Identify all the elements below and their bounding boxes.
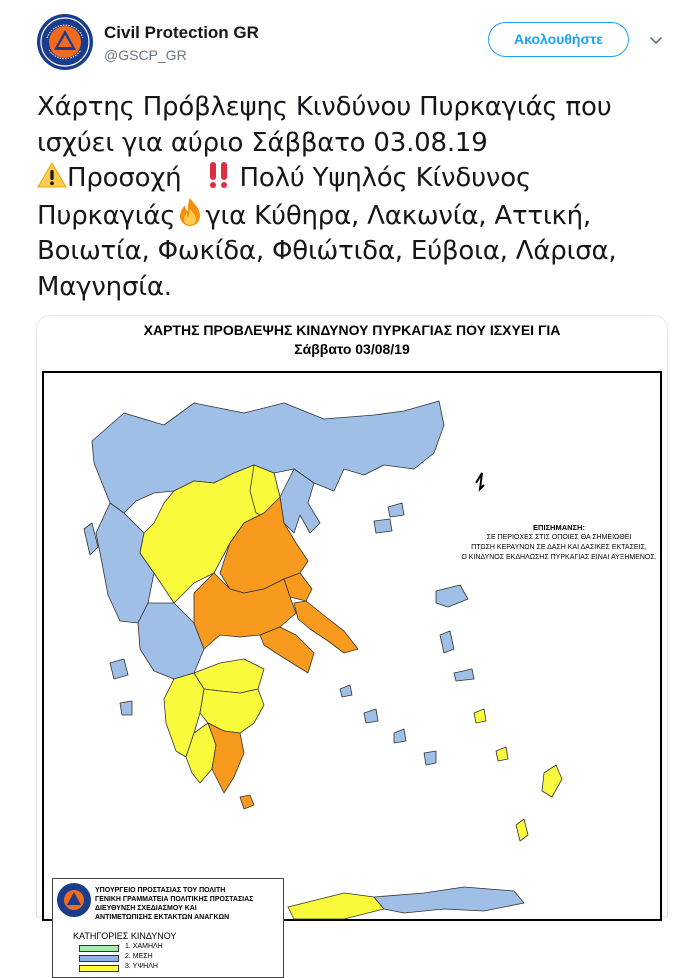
legend-label-low: 1. ΧΑΜΗΛΗ	[125, 943, 163, 950]
tweet-header	[37, 14, 667, 74]
region-crete-west	[288, 893, 384, 919]
fire-icon	[175, 197, 205, 227]
tweet-text	[37, 90, 672, 305]
note-line: Ο ΚΙΝΔΥΝΟΣ ΕΚΔΗΛΩΣΗΣ ΠΥΡΚΑΓΙΑΣ ΕΙΝΑΙ ΑΥΞΗΜΕΝΟΣ.	[461, 554, 657, 561]
note-title: ΕΠΙΣΗΜΑΝΣΗ:	[533, 523, 585, 532]
tweet-text-segment: Μαγνησία.	[37, 271, 172, 302]
legend-label-high: 3. ΥΨΗΛΗ	[125, 963, 158, 970]
civil-protection-logo-icon	[57, 883, 91, 917]
tweet-media-image[interactable]	[36, 315, 668, 970]
region-corinthia-achaia	[194, 659, 264, 693]
account-handle[interactable]: @GSCP_GR	[104, 47, 187, 63]
legend-org-line: ΔΙΕΥΘΥΝΣΗ ΣΧΕΔΙΑΣΜΟΥ ΚΑΙ	[95, 905, 197, 912]
region-attica	[260, 627, 314, 673]
region-thasos	[388, 503, 404, 517]
follow-button[interactable]: Ακολουθήστε	[488, 22, 629, 57]
legend-label-medium: 2. ΜΕΣΗ	[125, 953, 153, 960]
region-cyclades-1	[340, 685, 352, 697]
region-lemnos	[374, 519, 392, 533]
civil-protection-logo-icon	[37, 14, 93, 70]
legend-organization	[95, 886, 253, 922]
lightning-icon	[476, 473, 484, 489]
region-samos	[454, 669, 474, 681]
note-line: ΣΕ ΠΕΡΙΟΧΕΣ ΣΤΙΣ ΟΠΟΙΕΣ ΘΑ ΣΗΜΕΙΩΘΕΙ	[486, 534, 632, 541]
tweet-line	[37, 270, 672, 306]
chevron-down-icon[interactable]	[649, 34, 663, 48]
tweet-text-segment: ισχύει για αύριο Σάββατο 03.08.19	[37, 127, 488, 158]
legend-swatch-medium	[79, 955, 119, 962]
avatar[interactable]	[37, 14, 93, 70]
legend-logo	[57, 883, 91, 917]
tweet-text-segment: για Κύθηρα, Λακωνία, Αττική,	[205, 200, 591, 231]
greece-map-graphic	[44, 373, 660, 919]
region-kythira	[240, 795, 254, 809]
legend-org-line: ΥΠΟΥΡΓΕΙΟ ΠΡΟΣΤΑΣΙΑΣ ΤΟΥ ΠΟΛΙΤΗ	[95, 887, 226, 894]
tweet-text-segment: Βοιωτία, Φωκίδα, Φθιώτιδα, Εύβοια, Λάρισα,	[37, 236, 617, 266]
region-zakynthos	[120, 701, 132, 715]
tweet-text-segment: Χάρτης Πρόβλεψης Κινδύνου Πυρκαγιάς που	[37, 92, 612, 122]
double-exclamation-icon	[204, 161, 234, 189]
region-epirus	[96, 503, 154, 623]
region-lesvos	[436, 585, 468, 607]
tweet-text-segment: Πολύ Υψηλός Κίνδυνος	[239, 163, 532, 193]
tweet-line	[37, 234, 672, 270]
legend-swatch-high	[79, 965, 119, 972]
note-line: ΠΤΩΣΗ ΚΕΡΑΥΝΩΝ ΣΕ ΔΑΣΗ ΚΑΙ ΔΑΣΙΚΕΣ ΕΚΤΑΣΕΙΣ,	[471, 544, 647, 551]
map-title-line: ΧΑΡΤΗΣ ΠΡΟΒΛΕΨΗΣ ΚΙΝΔΥΝΟΥ ΠΥΡΚΑΓΙΑΣ ΠΟΥ ΙΣΧΥΕΙ ΓΙΑ	[143, 322, 561, 338]
region-dodecanese-1	[474, 709, 486, 723]
region-rhodes	[542, 765, 562, 797]
greece-fire-risk-map	[42, 371, 662, 970]
region-crete-east	[374, 887, 524, 913]
map-date: Σάββατο 03/08/19	[294, 341, 410, 357]
map-title	[37, 321, 667, 359]
tweet-line	[37, 161, 672, 197]
legend-swatch-low	[79, 945, 119, 952]
region-cyclades-3	[394, 729, 406, 743]
display-name[interactable]: Civil Protection GR	[104, 23, 259, 42]
region-corfu	[84, 523, 98, 555]
region-kefalonia	[110, 659, 128, 679]
legend-org-line: ΑΝΤΙΜΕΤΩΠΙΣΗΣ ΕΚΤΑΚΤΩΝ ΑΝΑΓΚΩΝ	[95, 914, 230, 921]
warning-icon	[37, 161, 67, 189]
tweet-text-segment: Πυρκαγιάς	[37, 200, 176, 231]
legend-categories-label: ΚΑΤΗΓΟΡΙΕΣ ΚΙΝΔΥΝΟΥ	[73, 931, 177, 941]
tweet-line	[37, 90, 672, 126]
region-cyclades-4	[424, 751, 436, 765]
tweet-line	[37, 197, 672, 235]
region-cyclades-2	[364, 709, 378, 723]
tweet-text-segment: Προσοχή	[67, 163, 182, 193]
region-dodecanese-2	[496, 747, 508, 761]
region-karpathos	[516, 819, 528, 841]
map-legend	[52, 878, 284, 978]
legend-org-line: ΓΕΝΙΚΗ ΓΡΑΜΜΑΤΕΙΑ ΠΟΛΙΤΙΚΗΣ ΠΡΟΣΤΑΣΙΑΣ	[95, 896, 254, 903]
lightning-warning-note	[454, 523, 664, 563]
region-chios	[440, 631, 454, 653]
tweet-line	[37, 126, 672, 162]
